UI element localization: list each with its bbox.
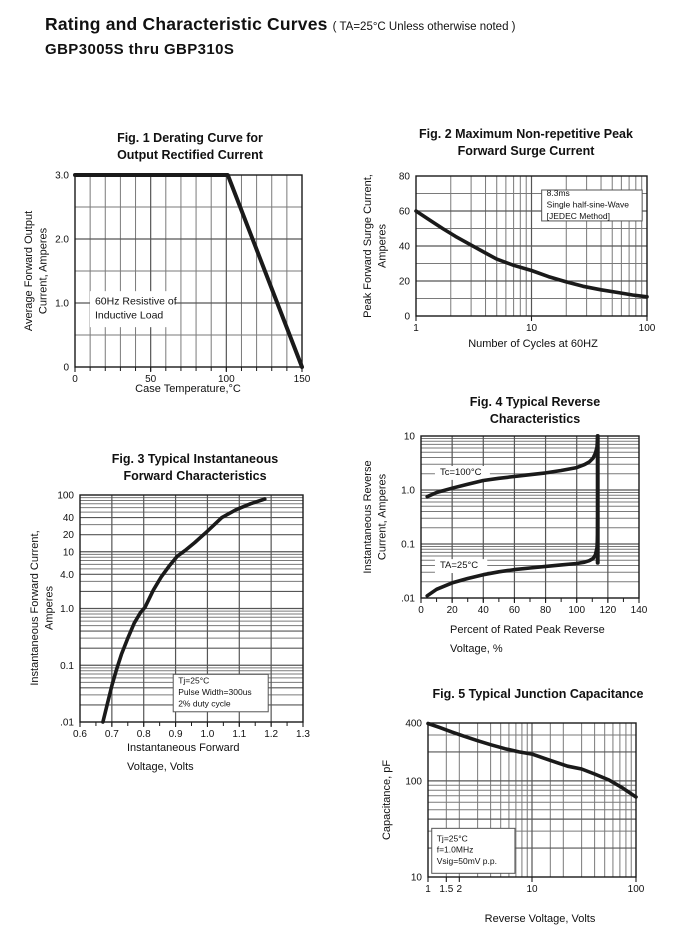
x-tick-label: 1.0 [200, 729, 215, 740]
figure-title: Fig. 1 Derating Curve for [117, 131, 263, 145]
y-tick-label: 2.0 [55, 234, 69, 246]
x-tick-label: 0.7 [104, 729, 119, 740]
fig1-derating-curve-chart [10, 113, 340, 418]
page-title-text: Rating and Characteristic Curves [45, 14, 328, 34]
reverse-current-25c-curve [427, 518, 598, 596]
page-title-note: ( TA=25°C Unless otherwise noted ) [332, 21, 516, 33]
plot-border [421, 436, 639, 598]
y-axis-title: Instantaneous Reverse [362, 460, 374, 574]
x-axis-title: Case Temperature,°C [135, 383, 241, 395]
annotation-text: 60Hz Resistive of [94, 295, 177, 308]
x-tick-label: 10 [526, 884, 538, 895]
y-tick-label: 4.0 [60, 569, 74, 581]
y-tick-label: 0 [404, 311, 410, 323]
annotation-text: f=1.0MHz [436, 844, 474, 855]
annotation-text: [JEDEC Method] [546, 210, 610, 221]
figure-title: Fig. 2 Maximum Non-repetitive Peak [419, 127, 633, 141]
y-tick-label: 400 [405, 718, 422, 730]
part-number-range: GBP3005S thru GBP310S [45, 41, 235, 58]
y-axis-title: Average Forward Output [23, 210, 35, 332]
x-tick-label: 1.3 [296, 729, 310, 740]
x-axis-title: Reverse Voltage, Volts [484, 913, 596, 925]
figure-title: Forward Characteristics [123, 469, 267, 483]
fig3-forward-characteristics-chart [20, 438, 350, 793]
x-tick-label: 0 [418, 605, 424, 616]
figure-title: Output Rectified Current [117, 148, 263, 162]
annotation-text: Single half-sine-Wave [546, 199, 630, 210]
fig3-figure [20, 438, 350, 788]
fig5-junction-capacitance-chart [355, 678, 685, 935]
y-tick-label: 20 [398, 276, 410, 288]
x-tick-label: 50 [145, 374, 157, 385]
fig1-figure [10, 113, 340, 413]
x-tick-label: 1 [425, 884, 431, 895]
y-tick-label: 1.0 [60, 604, 74, 615]
y-axis-title: Current, Amperes [376, 473, 389, 561]
fig4-reverse-characteristics-chart [355, 388, 685, 683]
x-tick-label: 100 [627, 884, 645, 895]
y-tick-label: 10 [410, 872, 422, 884]
y-tick-label: 80 [398, 171, 410, 183]
x-tick-label: 100 [568, 605, 586, 616]
y-tick-label: 100 [405, 776, 422, 788]
x-axis-title: Voltage, Volts [127, 761, 194, 773]
fig5-figure [355, 678, 685, 935]
annotation-text: 8.3ms [546, 187, 570, 198]
x-tick-label: 10 [525, 323, 538, 334]
x-axis-title: Voltage, % [450, 643, 503, 655]
y-tick-label: 40 [62, 513, 74, 525]
x-tick-label: 1 [413, 323, 419, 334]
x-tick-label: 2 [456, 884, 463, 895]
x-tick-label: 1.2 [264, 729, 279, 740]
y-tick-label: 0.1 [401, 539, 415, 551]
x-axis-title: Percent of Rated Peak Reverse [450, 624, 605, 636]
fig4-figure [355, 388, 685, 678]
annotation-text: Vsig=50mV p.p. [436, 856, 497, 867]
x-tick-label: 0.6 [73, 729, 87, 740]
annotation-text: TA=25°C [439, 560, 479, 572]
y-tick-label: .01 [401, 593, 415, 605]
x-tick-label: 80 [540, 605, 552, 616]
y-axis-title: Instantaneous Forward Current, [29, 530, 41, 686]
figure-title: Fig. 3 Typical Instantaneous [111, 452, 279, 466]
figure-title: Characteristics [489, 412, 581, 426]
annotation-text: Tj=25°C [436, 833, 468, 844]
y-tick-label: .01 [60, 717, 74, 729]
x-tick-label: 1.1 [232, 729, 247, 740]
x-tick-label: 1.5 [439, 884, 454, 895]
y-tick-label: 1.0 [55, 298, 69, 310]
x-tick-label: 40 [477, 605, 489, 616]
y-tick-label: 10 [62, 547, 74, 559]
x-tick-label: 140 [630, 605, 648, 616]
annotation-text: Tj=25°C [178, 675, 210, 686]
figure-title: Fig. 4 Typical Reverse [469, 395, 601, 409]
page-title [45, 12, 516, 39]
y-tick-label: 10 [403, 431, 415, 443]
page-header [45, 12, 516, 61]
x-axis-title: Number of Cycles at 60HZ [468, 338, 598, 350]
y-axis-title: Peak Forward Surge Current, [362, 174, 374, 318]
x-tick-label: 100 [217, 374, 235, 385]
y-axis-title: Capacitance, pF [381, 759, 393, 841]
fig2-surge-current-chart [355, 118, 685, 393]
figure-title: Forward Surge Current [457, 144, 595, 158]
x-tick-label: 20 [446, 605, 458, 616]
x-tick-label: 100 [638, 323, 656, 334]
figure-title: Fig. 5 Typical Junction Capacitance [432, 687, 644, 701]
y-axis-title: Amperes [376, 223, 389, 269]
annotation-text: 2% duty cycle [178, 698, 231, 709]
y-tick-label: 0.1 [60, 660, 74, 672]
y-tick-label: 60 [398, 206, 410, 218]
x-tick-label: 120 [599, 605, 617, 616]
x-tick-label: 60 [508, 605, 520, 616]
annotation-text: Inductive Load [94, 309, 164, 322]
x-tick-label: 150 [293, 374, 311, 385]
x-axis-title: Instantaneous Forward [127, 742, 240, 754]
x-tick-label: 0.9 [168, 729, 183, 740]
x-tick-label: 0.8 [136, 729, 151, 740]
y-axis-title: Amperes [43, 585, 56, 631]
annotation-text: Pulse Width=300us [178, 686, 252, 697]
fig2-figure [355, 118, 685, 388]
y-tick-label: 100 [57, 490, 74, 502]
x-tick-label: 0 [72, 374, 78, 385]
y-axis-title: Current, Amperes [37, 227, 50, 315]
y-tick-label: 3.0 [55, 170, 69, 182]
y-tick-label: 0 [63, 362, 69, 374]
y-tick-label: 20 [62, 530, 74, 542]
annotation-text: Tc=100°C [439, 467, 482, 479]
y-tick-label: 40 [398, 241, 410, 253]
y-tick-label: 1.0 [401, 485, 415, 497]
